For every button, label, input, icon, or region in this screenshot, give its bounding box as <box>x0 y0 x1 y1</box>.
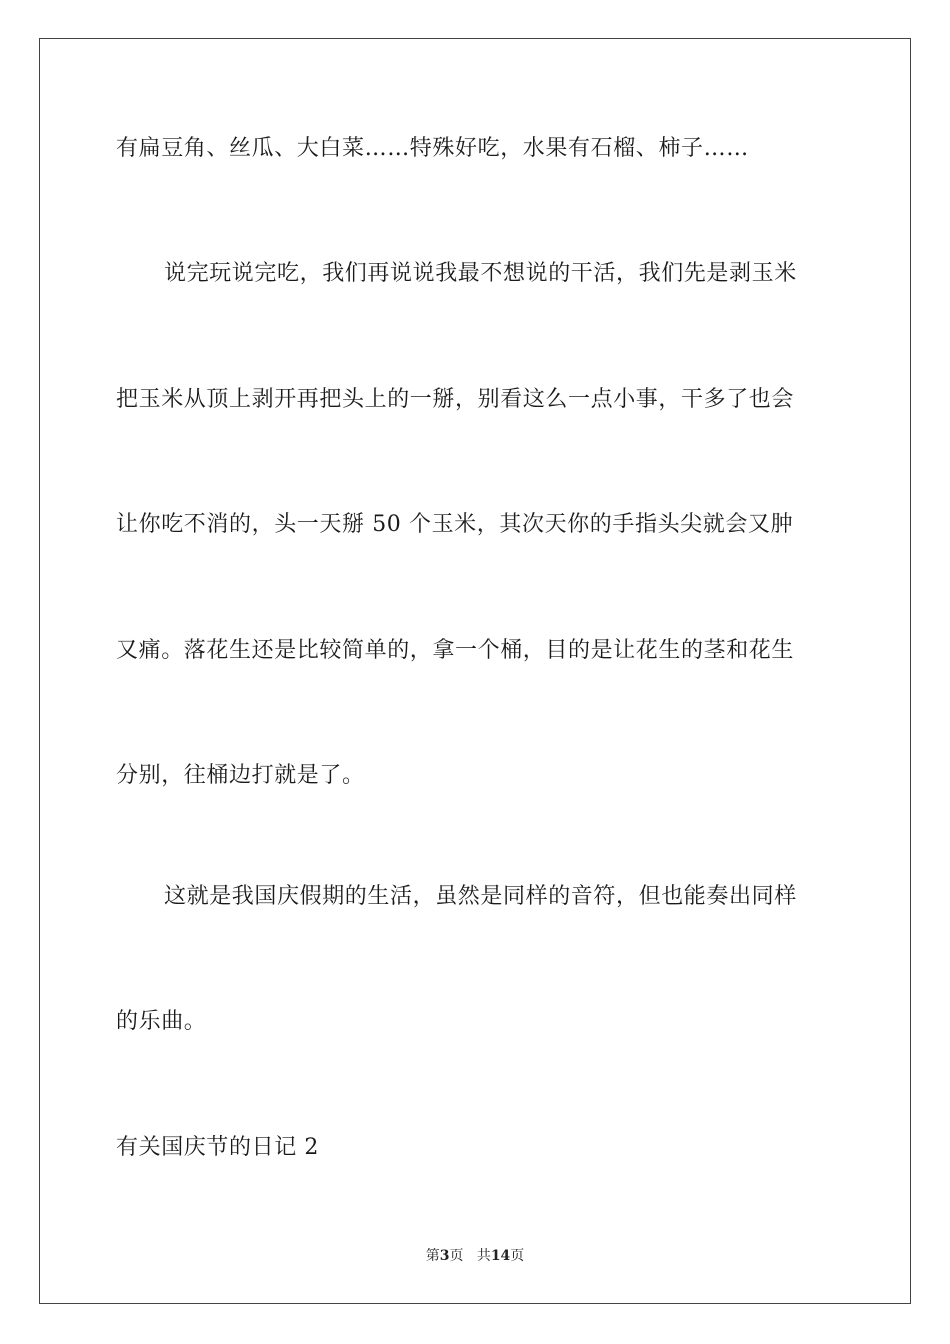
text-line-6: 分别，往桶边打就是了。 <box>116 763 365 788</box>
page-prefix: 第 <box>425 1248 440 1264</box>
total-prefix: 共 <box>476 1248 491 1264</box>
page-suffix: 页 <box>449 1248 464 1264</box>
text-line-1: 有扁豆角、丝瓜、大白菜……特殊好吃，水果有石榴、柿子…… <box>116 136 749 161</box>
total-pages: 14 <box>490 1248 511 1264</box>
text-line-7: 这就是我国庆假期的生活，虽然是同样的音符，但也能奏出同样 <box>164 884 797 909</box>
text-line-4: 让你吃不消的，头一天掰 50 个玉米，其次天你的手指头尖就会又肿 <box>116 512 794 537</box>
text-line-3: 把玉米从顶上剥开再把头上的一掰，别看这么一点小事，干多了也会 <box>116 387 795 412</box>
section-heading: 有关国庆节的日记 2 <box>116 1135 319 1160</box>
text-line-8: 的乐曲。 <box>116 1009 207 1034</box>
page-border <box>39 38 911 1304</box>
text-line-2: 说完玩说完吃，我们再说说我最不想说的干活，我们先是剥玉米 <box>164 261 797 286</box>
text-line-5: 又痛。落花生还是比较简单的，拿一个桶，目的是让花生的茎和花生 <box>116 638 795 663</box>
page-footer <box>0 1246 950 1266</box>
total-suffix: 页 <box>510 1248 525 1264</box>
page-number: 3 <box>439 1248 450 1264</box>
